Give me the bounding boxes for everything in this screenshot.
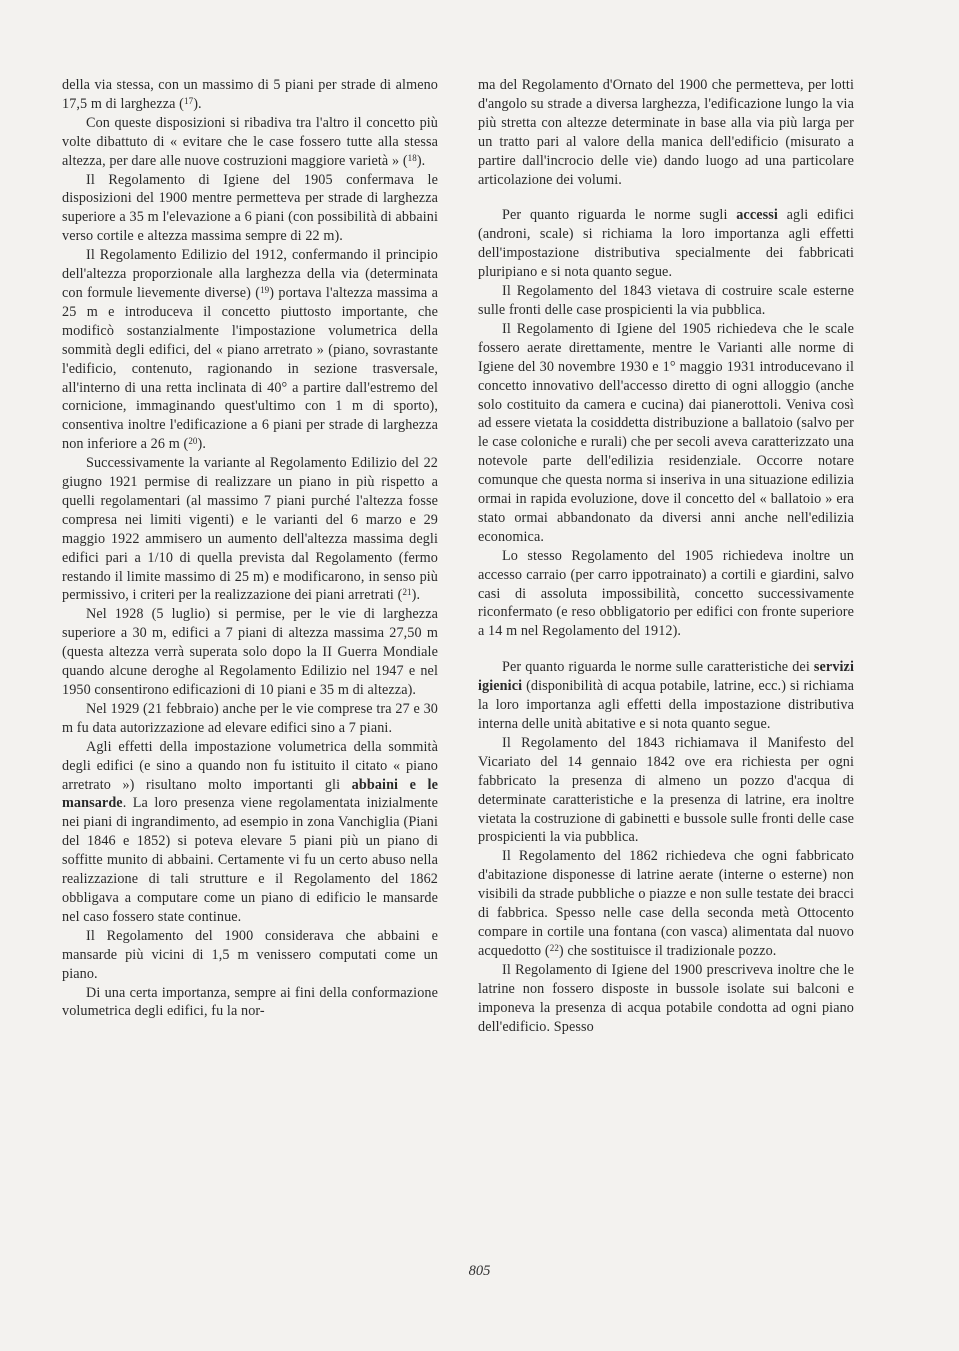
paragraph [62, 76, 438, 114]
text-run: Agli effetti della impostazione volumetrica della sommità degli edifici (e sino a quando non fu istituito il citato « piano arretrato ») risultano molto importanti gli [62, 738, 438, 793]
footnote-ref: 19 [260, 284, 270, 295]
paragraph [62, 454, 438, 605]
text-run: Per quanto riguarda le norme sugli [502, 207, 737, 224]
text-run: Nel 1928 (5 luglio) si permise, per le vie di larghezza superiore a 30 m, edifici a 7 piani di altezza massima 27,50 m (questa altezza verrà superata solo dopo la II Guerra Mondiale quando alcune deroghe al Regolamento Edilizio nel 1947 e nel 1950 consentirono edificazioni di 10 piani e 35 m di altezza). [62, 606, 438, 698]
text-run: Il Regolamento del 1843 richiamava il Manifesto del Vicariato del 14 gennaio 1842 ove era richiesta per ogni fabbricato la presenza di almeno un pozzo d'acqua di determinate caratteristiche e la presenza di latrine, era inoltre vietata la costruzione di gabinetti e bussole sulle fronti delle case prospicienti la via pubblica. [478, 734, 854, 846]
text-run: Lo stesso Regolamento del 1905 richiedeva inoltre un accesso carraio (per carro ippotrainato) a cortili e giardini, salvo casi di assoluta impossibilità, concetto successivamente riconfermato (e reso obbligatorio per edifici con fronte superiore a 14 m nel Regolamento del 1912). [478, 547, 854, 640]
paragraph [62, 700, 438, 738]
text-run: Di una certa importanza, sempre ai fini della conformazione volumetrica degli edifici, fu la nor- [62, 984, 438, 1020]
text-run: Il Regolamento del 1843 vietava di costruire scale esterne sulle fronti delle case prospicienti la via pubblica. [478, 283, 854, 318]
footnote-ref: 20 [188, 436, 198, 447]
text-run: Il Regolamento del 1862 richiedeva che ogni fabbricato d'abitazione disponesse di latrine aerate (interne o esterne) non visibili da strade pubbliche o piazze e non sulle testate dei bracci di fabbrica. Spesso nelle case della seconda metà Ottocento compare in cortile una fontana (con vasca) alimentata dal nuovo acquedotto ( [478, 848, 854, 959]
page-number: 805 [468, 1263, 491, 1279]
paragraph [478, 658, 854, 734]
footnote-ref: 18 [407, 152, 417, 163]
left-text-column [62, 76, 438, 1021]
bold-term: accessi [736, 207, 778, 224]
paragraph [62, 984, 438, 1022]
text-run: ). [416, 152, 426, 169]
bold-term: servizi igienici [478, 659, 854, 695]
footnote-ref: 22 [549, 942, 559, 953]
paragraph [478, 320, 854, 547]
paragraph [62, 246, 438, 454]
paragraph [478, 282, 854, 320]
footnote-ref: 17 [184, 95, 194, 106]
text-run: ). [197, 436, 206, 453]
right-text-column [478, 76, 854, 1036]
footnote-ref: 21 [402, 587, 412, 598]
text-run: ma del Regolamento d'Ornato del 1900 che permetteva, per lotti d'angolo su strade a diversa larghezza, l'edificazione lungo la via più stretta con altezze determinate in base alla via più larga per un tratto pari al valore della manica dell'edificio (misurato a partire dall'incrocio delle vie) dando luogo ad una particolare articolazione dei volumi. [478, 77, 854, 188]
text-run: ) che sostituisce il tradizionale pozzo. [558, 942, 777, 959]
text-run: Il Regolamento del 1900 considerava che abbaini e mansarde più vicini di 1,5 m venissero computati come un piano. [62, 927, 438, 982]
paragraph [62, 605, 438, 700]
text-run: della via stessa, con un massimo di 5 piani per strade di almeno 17,5 m di larghezza ( [62, 77, 438, 112]
paragraph [62, 114, 438, 171]
paragraph [62, 171, 438, 247]
text-run: Con queste disposizioni si ribadiva tra l'altro il concetto più volte dibattuto di « evitare che le case fossero tutte alla stessa altezza, per dare alle nuove costruzioni maggiore varietà » ( [62, 114, 438, 169]
paragraph [478, 734, 854, 847]
text-run: Per quanto riguarda le norme sulle caratteristiche dei [502, 659, 814, 676]
text-run: . La loro presenza viene regolamentata inizialmente nei piani di ingrandimento, ad esempio in zona Vanchiglia (Piani del 1846 e 1852) si poteva elevare 5 piani più un piano di soffitte munito di abbaini. Certamente vi fu un certo abuso nella realizzazione di tali strutture e il Regolamento del 1862 obbligava a computare come un piano di edificio le mansarde nel caso fossero state continue. [62, 795, 438, 925]
text-run: (disponibilità di acqua potabile, latrine, ecc.) si richiama la loro importanza agli effetti della impostazione distributiva interna delle unità abitative e si nota quanto segue. [478, 678, 854, 732]
paragraph [478, 206, 854, 282]
bold-term: abbaini e le mansarde [62, 776, 438, 812]
text-run: Il Regolamento di Igiene del 1905 richiedeva che le scale fossero aerate direttamente, mentre le Varianti alle norme di Igiene del 30 novembre 1930 e 1° maggio 1931 introducevano il concetto innovativo dell'accesso diretto di ogni alloggio (anche solo costituito da camera e cucina) dai pianerottoli. Veniva così ad essere vietata la cosiddetta distribuzione a ballatoio (salvo per le case coloniche e rurali) che per secoli aveva caratterizzato una notevole parte dell'edilizia residenziale. Occorre notare comunque che questa norma si inseriva in una situazione edilizia ormai in rapida evoluzione, dove il concetto del « ballatoio » era stato ormai abbandonato da diversi anni anche nell'edilizia economica. [478, 320, 854, 545]
text-run: ). [193, 95, 202, 112]
paragraph [478, 547, 854, 642]
text-run: ) portava l'altezza massima a 25 m e introduceva il concetto piuttosto importante, che modificò sostanzialmente l'impostazione volumetrica della sommità degli edifici, del « piano arretrato » (piano, sovrastante l'edificio, contenuto, ragionando in sezione trasversale, all'interno di una retta inclinata di 40° a partire dall'estremo del cornicione, immaginando quest'ultimo con 1 m di sporto), consentiva inoltre l'edificazione a 6 piani per strade di larghezza non inferiore a 26 m ( [62, 284, 438, 453]
text-run: agli edifici (androni, scale) si richiama la loro importanza agli effetti dell'impostazione distributiva specialmente dei fabbricati pluripiano e si nota quanto segue. [478, 207, 855, 281]
text-run: ). [411, 587, 421, 604]
text-run: Successivamente la variante al Regolamento Edilizio del 22 giugno 1921 permise di realizzare un piano in più rispetto a quelli regolamentari (al massimo 7 piani purché l'altezza fosse compresa nei limiti vigenti) e le varianti del 6 marzo e 29 maggio 1922 ammisero un aumento dell'altezza massima degli edifici pari a 1/10 di quella prevista dal Regolamento (fermo restando il limite massimo di 25 m) e modificarono, in senso più permissivo, i criteri per la realizzazione dei piani arretrati ( [62, 455, 438, 604]
paragraph [478, 961, 854, 1037]
text-run: Il Regolamento di Igiene del 1905 confermava le disposizioni del 1900 mentre permetteva per strade di larghezza superiore a 35 m l'elevazione a 6 piani (con possibilità di abbaini verso cortile e altezza massima sempre di 22 m). [62, 171, 438, 245]
text-run: Nel 1929 (21 febbraio) anche per le vie comprese tra 27 e 30 m fu data autorizzazione ad elevare edifici sino a 7 piani. [62, 700, 438, 736]
paragraph [478, 847, 854, 960]
paragraph [478, 76, 854, 189]
paragraph [62, 927, 438, 984]
paragraph [62, 738, 438, 927]
text-run: Il Regolamento di Igiene del 1900 prescriveva inoltre che le latrine non fossero disposte in bussole isolate sui balconi e imponeva la presenza di acqua potabile condotta ad ogni piano dell'edificio. Spesso [478, 961, 854, 1035]
text-run: Il Regolamento Edilizio del 1912, confermando il principio dell'altezza proporzionale alla larghezza della via (determinata con formule lievemente diverse) ( [62, 247, 438, 301]
